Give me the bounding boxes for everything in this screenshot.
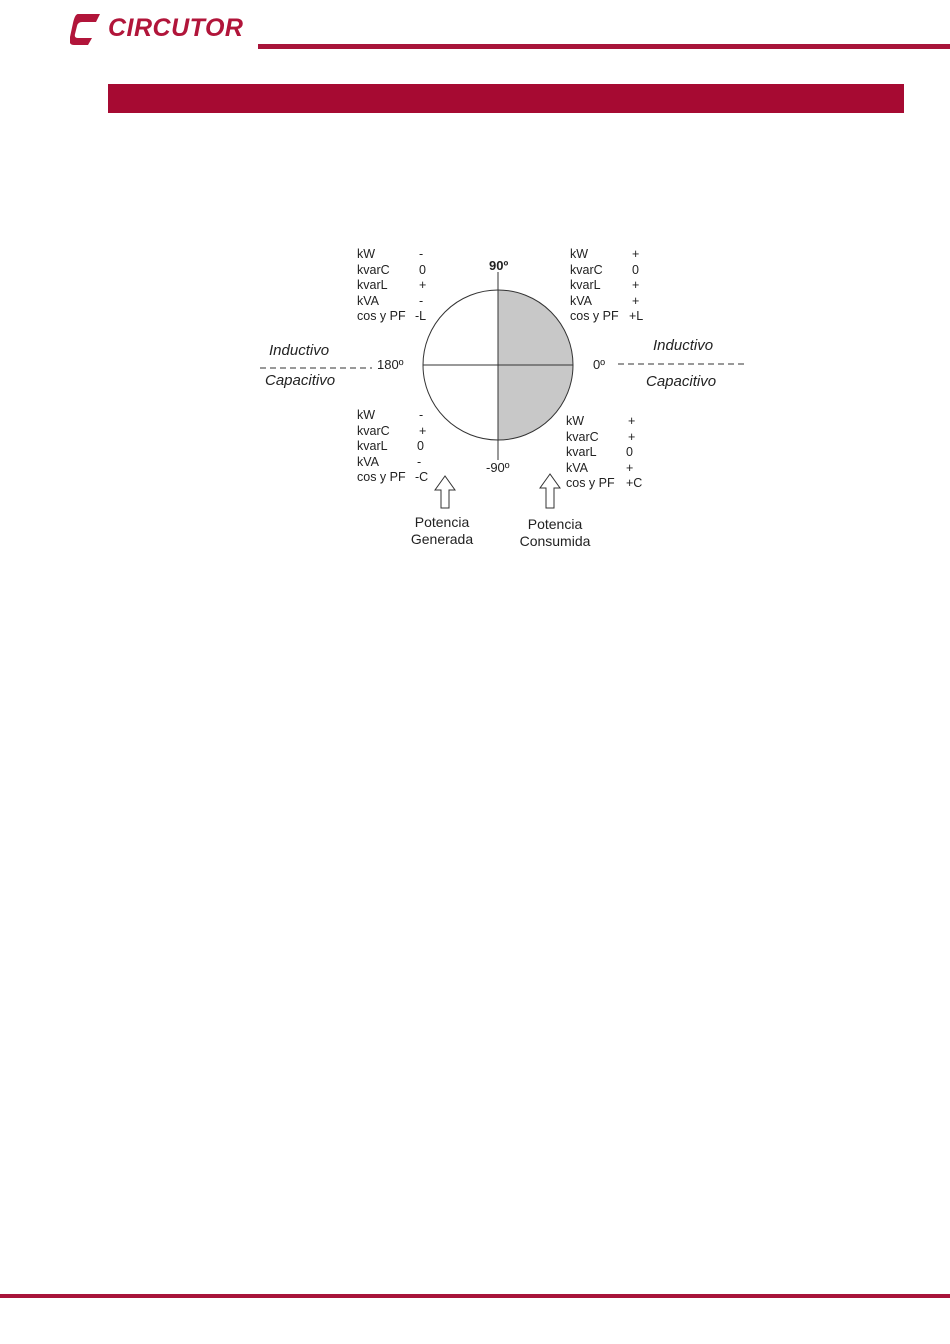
table-row: kVA - xyxy=(357,454,422,469)
table-row: kW - xyxy=(357,247,424,261)
angle-0-label: 0º xyxy=(593,357,605,372)
table-row: kW - xyxy=(357,408,424,422)
table-row: kvarL 0 xyxy=(357,439,424,453)
generated-arrow-icon xyxy=(435,476,455,508)
table-row: kW + xyxy=(570,247,640,261)
angle-90-label: 90º xyxy=(489,258,509,273)
table-row: kvarC + xyxy=(357,423,427,438)
consumed-power-label: Potencia Consumida xyxy=(519,516,591,549)
header-rule xyxy=(258,44,950,49)
quadrant-top-left-table xyxy=(357,247,437,325)
table-row: kvarC 0 xyxy=(357,262,426,277)
table-row: kW + xyxy=(566,414,636,428)
quadrant-drawing xyxy=(250,240,760,560)
table-row: cos y PF +L xyxy=(570,309,644,323)
table-row: kVA - xyxy=(357,293,424,308)
table-row: kvarL + xyxy=(570,278,640,292)
consumed-arrow-icon xyxy=(540,474,560,508)
table-row: kVA + xyxy=(566,460,634,475)
angle-minus-90-label: -90º xyxy=(486,460,510,475)
table-row: kvarC + xyxy=(566,429,636,444)
quadrant-top-right-table xyxy=(570,247,660,325)
table-row: kvarL + xyxy=(357,278,427,292)
table-row: cos y PF -C xyxy=(357,470,429,484)
left-inductive-label: Inductivo xyxy=(269,342,330,359)
quadrant-bottom-right-table xyxy=(566,414,656,492)
brand-logo xyxy=(70,10,250,46)
generated-power-label: Potencia Generada xyxy=(410,514,474,547)
table-row: kVA + xyxy=(570,293,640,308)
angle-180-label: 180º xyxy=(377,357,404,372)
table-row: cos y PF -L xyxy=(357,309,427,323)
section-title-bar xyxy=(108,84,904,113)
table-row: cos y PF +C xyxy=(566,476,643,490)
right-inductive-label: Inductivo xyxy=(653,337,714,354)
right-capacitive-label: Capacitivo xyxy=(646,373,717,390)
circutor-logo-icon xyxy=(70,12,104,46)
footer-rule xyxy=(0,1294,950,1298)
table-row: kvarL 0 xyxy=(566,445,633,459)
left-capacitive-label: Capacitivo xyxy=(265,372,336,389)
table-row: kvarC 0 xyxy=(570,262,639,277)
power-quadrant-diagram xyxy=(250,240,760,560)
brand-name: CIRCUTOR xyxy=(108,14,244,42)
quadrant-bottom-left-table xyxy=(357,408,437,486)
